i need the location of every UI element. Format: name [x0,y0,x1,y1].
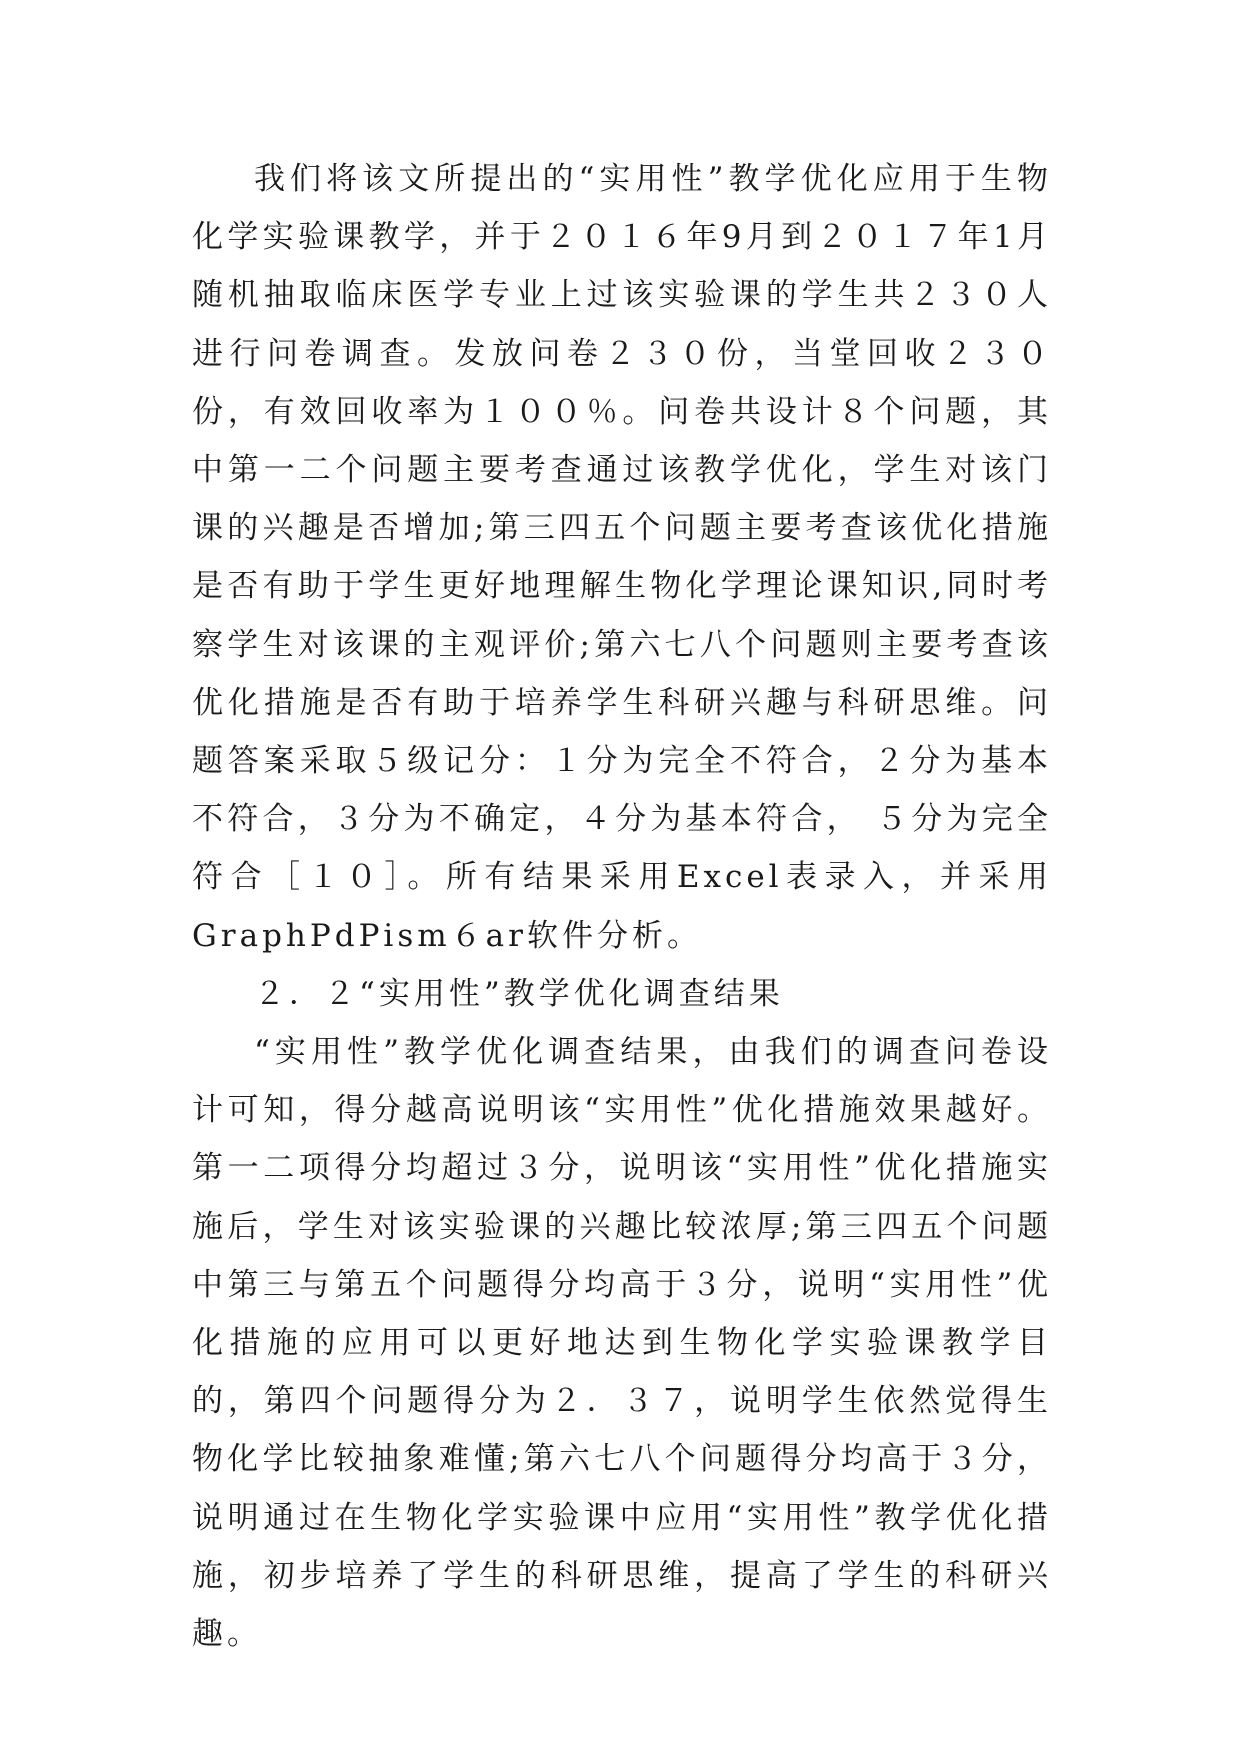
paragraph-survey-method: 我们将该文所提出的“实用性”教学优化应用于生物化学实验课教学，并于２０１６年9月到２０１７年1月随机抽取临床医学专业上过该实验课的学生共２３０人进行问卷调查。发放问卷２３０份，当堂回收２３０份，有效回收率为１００％。问卷共设计８个问题，其中第一二个问题主要考查通过该教学优化，学生对该门课的兴趣是否增加;第三四五个问题主要考查该优化措施是否有助于学生更好地理解生物化学理论课知识,同时考察学生对该课的主观评价;第六七八个问题则主要考查该优化措施是否有助于培养学生科研兴趣与科研思维。问题答案采取５级记分：１分为完全不符合，２分为基本不符合，３分为不确定，４分为基本符合， ５分为完全符合［１０］。所有结果采用Excel表录入，并采用GraphPdPism６ar软件分析。 [192,161,1052,954]
document-body [192,150,1052,1663]
section-heading: ２．２“实用性”教学优化调查结果 [254,975,784,1012]
paragraph-survey-results: “实用性”教学优化调查结果，由我们的调查问卷设计可知，得分越高说明该“实用性”优化措施效果越好。第一二项得分均超过３分，说明该“实用性”优化措施实施后，学生对该实验课的兴趣比较浓厚;第三四五个问题中第三与第五个问题得分均高于３分，说明“实用性”优化措施的应用可以更好地达到生物化学实验课教学目的，第四个问题得分为２．３７，说明学生依然觉得生物化学比较抽象难懂;第六七八个问题得分均高于３分，说明通过在生物化学实验课中应用“实用性”教学优化措施，初步培养了学生的科研思维，提高了学生的科研兴趣。 [192,1034,1052,1653]
